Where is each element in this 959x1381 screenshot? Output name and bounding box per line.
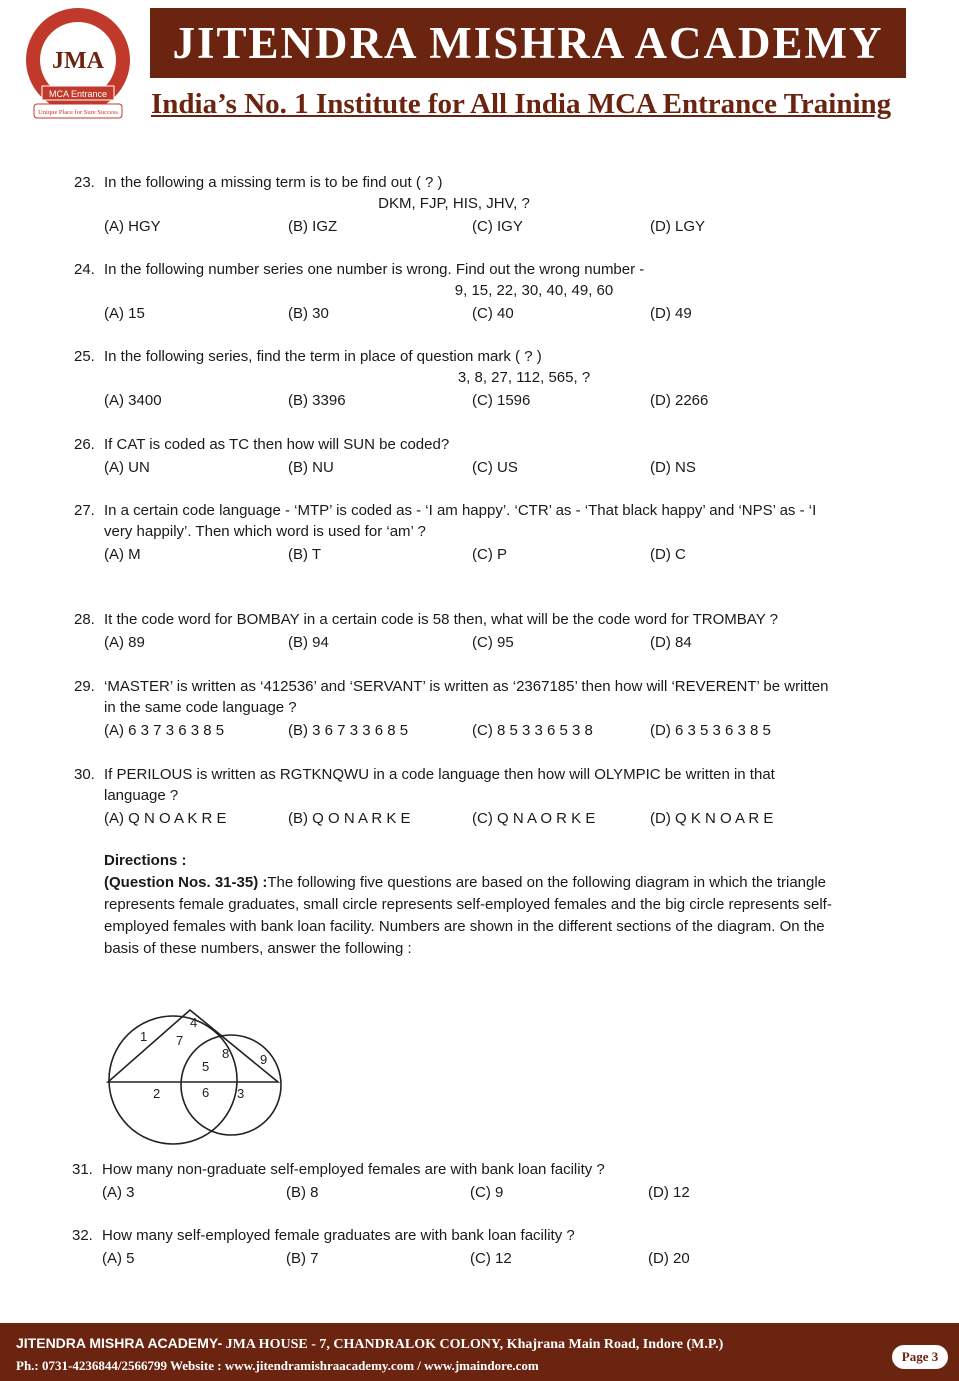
option-a: (A) UN bbox=[104, 459, 150, 476]
option-a: (A) HGY bbox=[104, 218, 161, 235]
question-number: 28. bbox=[74, 611, 95, 628]
big-circle bbox=[109, 1016, 237, 1144]
option-c: (C) US bbox=[472, 459, 518, 476]
option-b: (B) 7 bbox=[286, 1250, 319, 1267]
option-b: (B) NU bbox=[288, 459, 334, 476]
option-c: (C) 12 bbox=[470, 1250, 512, 1267]
question-23 bbox=[74, 172, 844, 237]
question-text: How many self-employed female graduates are with bank loan facility ? bbox=[102, 1227, 575, 1244]
option-d: (D) 12 bbox=[648, 1184, 690, 1201]
option-a: (A) 3 bbox=[102, 1184, 135, 1201]
question-29 bbox=[74, 676, 834, 741]
question-text: If PERILOUS is written as RGTKNQWU in a code language then how will OLYMPIC be written in that language ? bbox=[104, 766, 775, 804]
question-number: 29. bbox=[74, 678, 95, 695]
question-number: 24. bbox=[74, 261, 95, 278]
option-b: (B) T bbox=[288, 546, 322, 563]
directions-heading: Directions : bbox=[104, 852, 187, 869]
option-b: (B) IGZ bbox=[288, 218, 338, 235]
region-label: 6 bbox=[202, 1085, 210, 1100]
option-d: (D) 84 bbox=[650, 634, 692, 651]
question-27 bbox=[74, 500, 834, 565]
option-c: (C) IGY bbox=[472, 218, 523, 235]
page-footer bbox=[0, 1323, 959, 1381]
option-b: (B) 8 bbox=[286, 1184, 319, 1201]
option-c: (C) Q N A O R K E bbox=[472, 810, 596, 827]
svg-text:MCA Entrance: MCA Entrance bbox=[48, 89, 108, 99]
option-a: (A) 15 bbox=[104, 305, 145, 322]
question-31 bbox=[72, 1159, 842, 1203]
question-text: It the code word for BOMBAY in a certain code is 58 then, what will be the code word for TROMBAY ? bbox=[104, 611, 778, 628]
region-label: 5 bbox=[202, 1059, 210, 1074]
option-c: (C) 95 bbox=[472, 634, 514, 651]
venn-diagram bbox=[100, 1008, 300, 1163]
footer-address: JMA HOUSE - 7, CHANDRALOK COLONY, Khajrana Main Road, Indore (M.P.) bbox=[222, 1337, 724, 1352]
option-c: (C) 9 bbox=[470, 1184, 504, 1201]
question-number: 25. bbox=[74, 348, 95, 365]
question-text: In the following a missing term is to be find out ( ? ) bbox=[104, 174, 443, 191]
option-b: (B) 3 6 7 3 3 6 8 5 bbox=[288, 722, 409, 739]
question-text: If CAT is coded as TC then how will SUN be coded? bbox=[104, 436, 450, 453]
option-c: (C) 8 5 3 3 6 5 3 8 bbox=[472, 722, 593, 739]
question-number: 32. bbox=[72, 1227, 93, 1244]
academy-banner: JITENDRA MISHRA ACADEMY bbox=[150, 8, 906, 78]
question-text: ‘MASTER’ is written as ‘412536’ and ‘SERVANT’ is written as ‘2367185’ then how will ‘REVERENT’ be written in the same code language ? bbox=[104, 678, 829, 716]
option-c: (C) 40 bbox=[472, 305, 514, 322]
directions-text: The following five questions are based on the following diagram in which the triangle represents female graduates, small circle represents self-employed females and the big circle represents self-employed females with bank loan facility. Numbers are shown in the different sections of the diagram. On the basis of these numbers, answer the following : bbox=[104, 874, 832, 957]
option-d: (D) C bbox=[650, 546, 686, 563]
question-number: 30. bbox=[74, 766, 95, 783]
region-label: 9 bbox=[260, 1052, 268, 1067]
option-b: (B) 94 bbox=[288, 634, 329, 651]
svg-text:Unique Place for Sure Success: Unique Place for Sure Success bbox=[38, 109, 118, 116]
question-26 bbox=[74, 434, 844, 478]
directions-question-range: (Question Nos. 31-35) : bbox=[104, 874, 268, 891]
region-label: 7 bbox=[176, 1033, 184, 1048]
option-b: (B) Q O N A R K E bbox=[288, 810, 411, 827]
option-a: (A) Q N O A K R E bbox=[104, 810, 227, 827]
footer-academy-name: JITENDRA MISHRA ACADEMY- bbox=[16, 1335, 223, 1351]
region-label: 8 bbox=[222, 1046, 230, 1061]
option-d: (D) 49 bbox=[650, 305, 692, 322]
region-label: 1 bbox=[140, 1029, 148, 1044]
svg-text:JMA: JMA bbox=[52, 48, 104, 74]
directions-block bbox=[104, 850, 832, 960]
option-a: (A) 6 3 7 3 6 3 8 5 bbox=[104, 722, 225, 739]
question-30 bbox=[74, 764, 834, 829]
option-d: (D) Q K N O A R E bbox=[650, 810, 774, 827]
question-number: 26. bbox=[74, 436, 95, 453]
page-number-badge: Page 3 bbox=[892, 1345, 948, 1369]
footer-address-line bbox=[16, 1335, 723, 1353]
question-sequence: 3, 8, 27, 112, 565, ? bbox=[457, 369, 591, 386]
region-label: 2 bbox=[153, 1086, 161, 1101]
question-number: 27. bbox=[74, 502, 95, 519]
question-text: How many non-graduate self-employed females are with bank loan facility ? bbox=[102, 1161, 605, 1178]
small-circle bbox=[181, 1035, 281, 1135]
question-24 bbox=[74, 259, 844, 324]
academy-logo bbox=[22, 2, 134, 128]
question-text: In the following series, find the term in place of question mark ( ? ) bbox=[104, 348, 542, 365]
question-text: In a certain code language - ‘MTP’ is coded as - ‘I am happy’. ‘CTR’ as - ‘That black happy’ and ‘NPS’ as - ‘I very happily’. Then which word is used for ‘am’ ? bbox=[104, 502, 817, 540]
option-a: (A) 3400 bbox=[104, 392, 162, 409]
option-a: (A) 89 bbox=[104, 634, 145, 651]
option-d: (D) NS bbox=[650, 459, 696, 476]
option-d: (D) 6 3 5 3 6 3 8 5 bbox=[650, 722, 771, 739]
question-32 bbox=[72, 1225, 842, 1269]
option-a: (A) 5 bbox=[102, 1250, 135, 1267]
tagline: India’s No. 1 Institute for All India MCA Entrance Training bbox=[151, 88, 892, 120]
question-sequence: DKM, FJP, HIS, JHV, ? bbox=[378, 195, 530, 212]
question-sequence: 9, 15, 22, 30, 40, 49, 60 bbox=[454, 282, 614, 299]
option-d: (D) 20 bbox=[648, 1250, 690, 1267]
question-number: 23. bbox=[74, 174, 95, 191]
question-28 bbox=[74, 609, 844, 653]
question-number: 31. bbox=[72, 1161, 93, 1178]
option-b: (B) 30 bbox=[288, 305, 329, 322]
option-b: (B) 3396 bbox=[288, 392, 346, 409]
option-c: (C) 1596 bbox=[472, 392, 531, 409]
footer-contact: Ph.: 0731-4236844/2566799 Website : www.jitendramishraacademy.com / www.jmaindore.com bbox=[16, 1358, 539, 1373]
question-text: In the following number series one number is wrong. Find out the wrong number - bbox=[104, 261, 645, 278]
region-label: 4 bbox=[190, 1015, 198, 1030]
option-d: (D) LGY bbox=[650, 218, 706, 235]
option-a: (A) M bbox=[104, 546, 141, 563]
question-25 bbox=[74, 346, 844, 411]
region-label: 3 bbox=[237, 1086, 245, 1101]
option-c: (C) P bbox=[472, 546, 507, 563]
option-d: (D) 2266 bbox=[650, 392, 709, 409]
